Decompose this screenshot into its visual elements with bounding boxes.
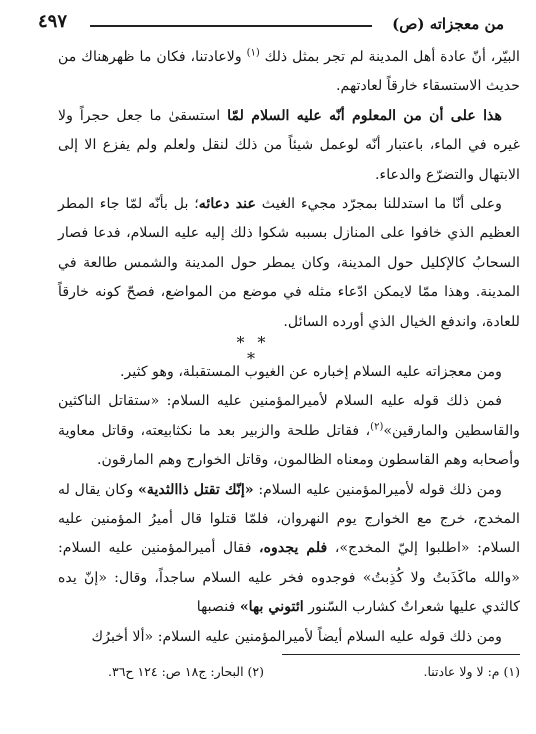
footnote-rule	[282, 654, 520, 655]
paragraph-4: ومن معجزاته عليه السلام إخباره عن الغيوب المستقبلة، وهو كثير.	[120, 364, 502, 380]
running-title: من معجزاته (ص)	[392, 15, 504, 33]
paragraph-6-bold-quote: «إنّك تقتل ذاالثدية»	[137, 481, 254, 498]
paragraph-3-text-b: ؛ بل بأنّه لمّا جاء المطر العظيم الذي خافوا على المنازل بسببه شكوا ذلك إليه عليه السلام، فدعا فصار السحابُ كالإكليل حول المدينة، وكان يمطر حول المدينة والشمس طالعة في المدينة. وهذا ممّا لايمكن ادّعاء مثله في موضع من المواضع، فصحّ كونه خارقاً للعادة، واندفع الخيال الذي أورده السائل.	[58, 196, 520, 330]
paragraph-6-bold-phrase: فلم يجدوه،	[259, 540, 328, 557]
footnote-1: (١) م: لا ولا عادتنا.	[423, 664, 520, 679]
footnote-ref-1: (١)	[246, 47, 260, 59]
paragraph-3	[58, 190, 520, 337]
paragraph-6-text-b: وكان يقال له المخدج، خرج مع الخوارج يوم النهروان، فلمّا قتلوا قال أميرُ المؤمنين عليه السلام: «اطلبوا إليّ المخدج»،	[58, 481, 521, 557]
footnote-ref-2: (٢)	[370, 421, 384, 433]
section-two	[58, 358, 520, 652]
paragraph-5	[58, 387, 520, 475]
paragraph-6-text-d: فنصبها	[196, 599, 236, 616]
paragraph-3-bold: عند دعائه	[198, 196, 256, 213]
paragraph-2	[58, 102, 520, 190]
page-number: ٤٩٧	[38, 11, 68, 32]
paragraph-5-text-b: ، فقاتل طلحة والزبير بعد ما نكثابيعته، وقاتل معاوية وأصحابه وهم القاسطون ومعناه الظالمون، وقاتل الخوارج وهم المارقون.	[58, 422, 520, 469]
running-header	[38, 13, 504, 37]
paragraph-2-bold: هذا على أن من المعلوم أنّه عليه السلام لمّا	[227, 107, 502, 124]
paragraph-3-text-a: وعلى أنّا ما استدللنا بمجرّد مجيء الغيث	[261, 196, 503, 213]
paragraph-6-text-c: فقال أميرالمؤمنين عليه السلام: «والله ماكَذَبتُ ولا كُذِبتُ» فوجدوه فخر عليه السلام ساجداً، وقال: «إنّ يده كالثدي عليها شعراتٌ كشارب السّنور	[58, 540, 520, 616]
paragraph-1	[58, 43, 520, 102]
section-one	[58, 43, 520, 337]
footnote-2: (٢) البحار: ج١٨ ص: ١٢٤ ح٣٦.	[108, 664, 265, 679]
paragraph-1-text-b: ولاعادتنا، فكان ما ظهرهناك	[81, 49, 242, 65]
paragraph-6	[58, 476, 520, 623]
paragraph-1-text-c: من حديث الاستسقاء خارقاً لعادتهم.	[58, 49, 520, 95]
section-ornament: * * *	[236, 333, 270, 368]
paragraph-1-text-a: البيّر، أنّ عادة أهل المدينة لم تجر بمثل ذلك	[264, 49, 520, 65]
paragraph-2-text: استسقىٰ ما جعل حجراً ولا غيره في الماء، باعتبار أنّه لوعمل شيئاً من ذلك لنقل ولعلم ولم يفزع الا إلى الابتهال والتضرّع والدعاء.	[58, 107, 520, 183]
paragraph-6-bold-end: ائتوني بها»	[239, 599, 304, 616]
paragraph-7: ومن ذلك قوله عليه السلام أيضاً لأميرالمؤمنين عليه السلام: «ألا أخبرُك	[91, 628, 502, 645]
paragraph-5-text-a: فمن ذلك قوله عليه السلام لأميرالمؤمنين عليه السلام: «ستقاتل الناكثين والقاسطين والمارقين»	[58, 393, 520, 439]
paragraph-6-text-a: ومن ذلك قوله لأميرالمؤمنين عليه السلام:	[258, 481, 503, 498]
header-rule	[90, 25, 372, 27]
footnotes	[108, 662, 520, 682]
